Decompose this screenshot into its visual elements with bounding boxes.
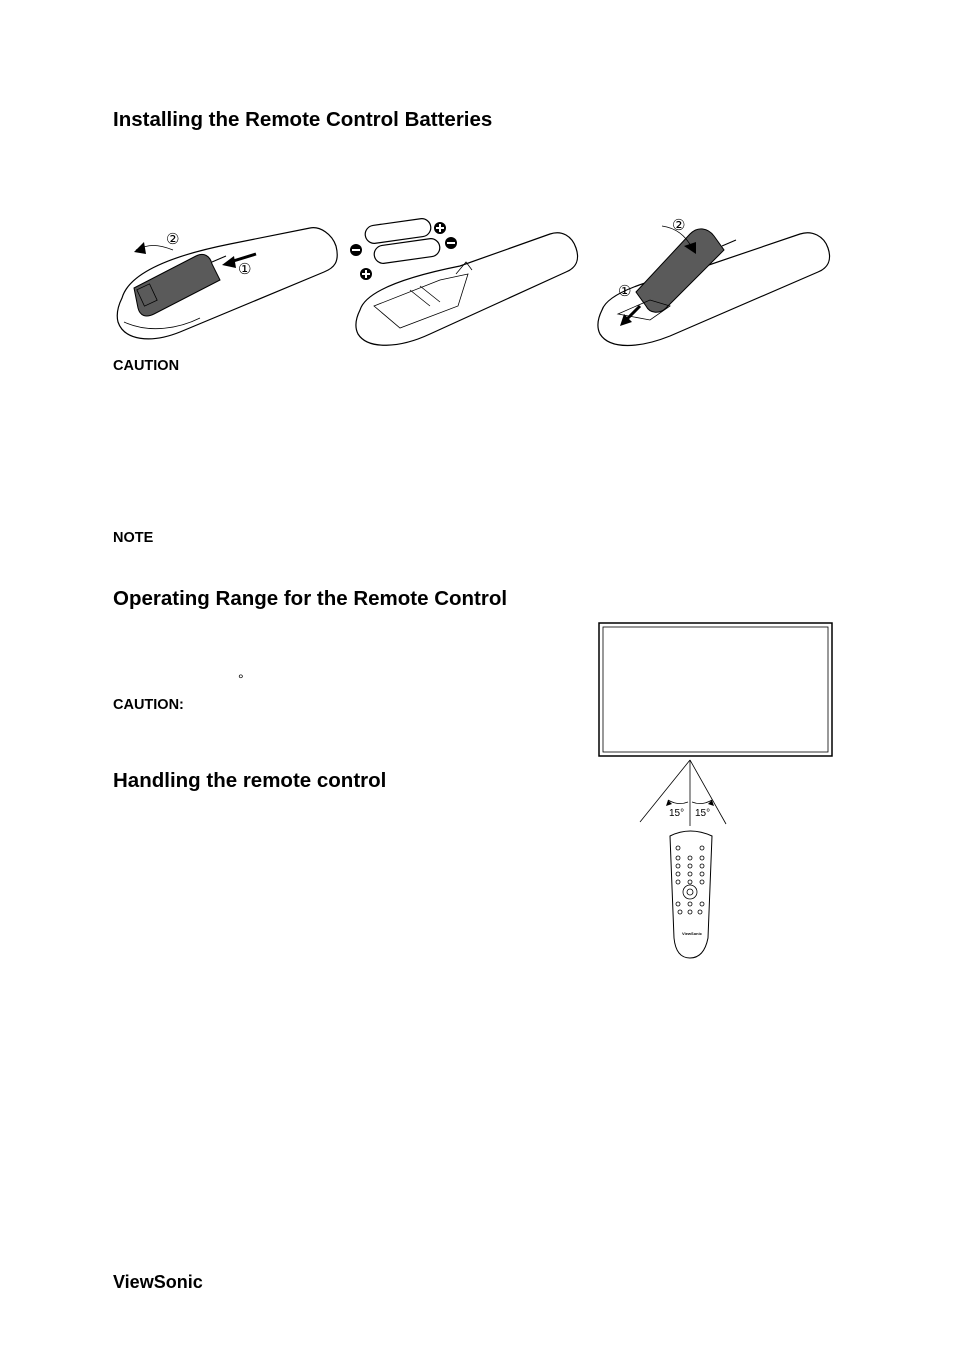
footer-brand: ViewSonic [113,1272,203,1292]
step-two-marker: ② [166,230,180,248]
step-one-marker-close: ① [618,282,632,300]
caution-label: CAUTION [113,358,180,374]
heading-operating-range: Operating Range for the Remote Control [113,587,508,610]
heading-install-batteries: Installing the Remote Control Batteries [113,108,493,131]
step-one-marker: ① [238,260,252,278]
remote-control-illustration [670,831,712,958]
angle-left-label: 15° [669,808,685,819]
heading-handling-remote: Handling the remote control [113,769,387,792]
remote-step-insert-batteries-illustration [350,217,578,345]
step-two-marker-close: ② [672,216,686,234]
remote-step-close-cover-illustration [598,216,830,346]
note-label: NOTE [113,530,154,546]
angle-right-label: 15° [695,808,711,819]
operating-range-figure [596,620,836,960]
remote-step-open-cover-illustration [117,228,337,339]
display-outline [599,623,832,756]
degree-mark: ° [238,671,244,687]
remote-brand-text: ViewSonic [682,931,702,936]
battery-installation-figure [110,210,845,360]
caution-label-range: CAUTION: [113,697,184,713]
